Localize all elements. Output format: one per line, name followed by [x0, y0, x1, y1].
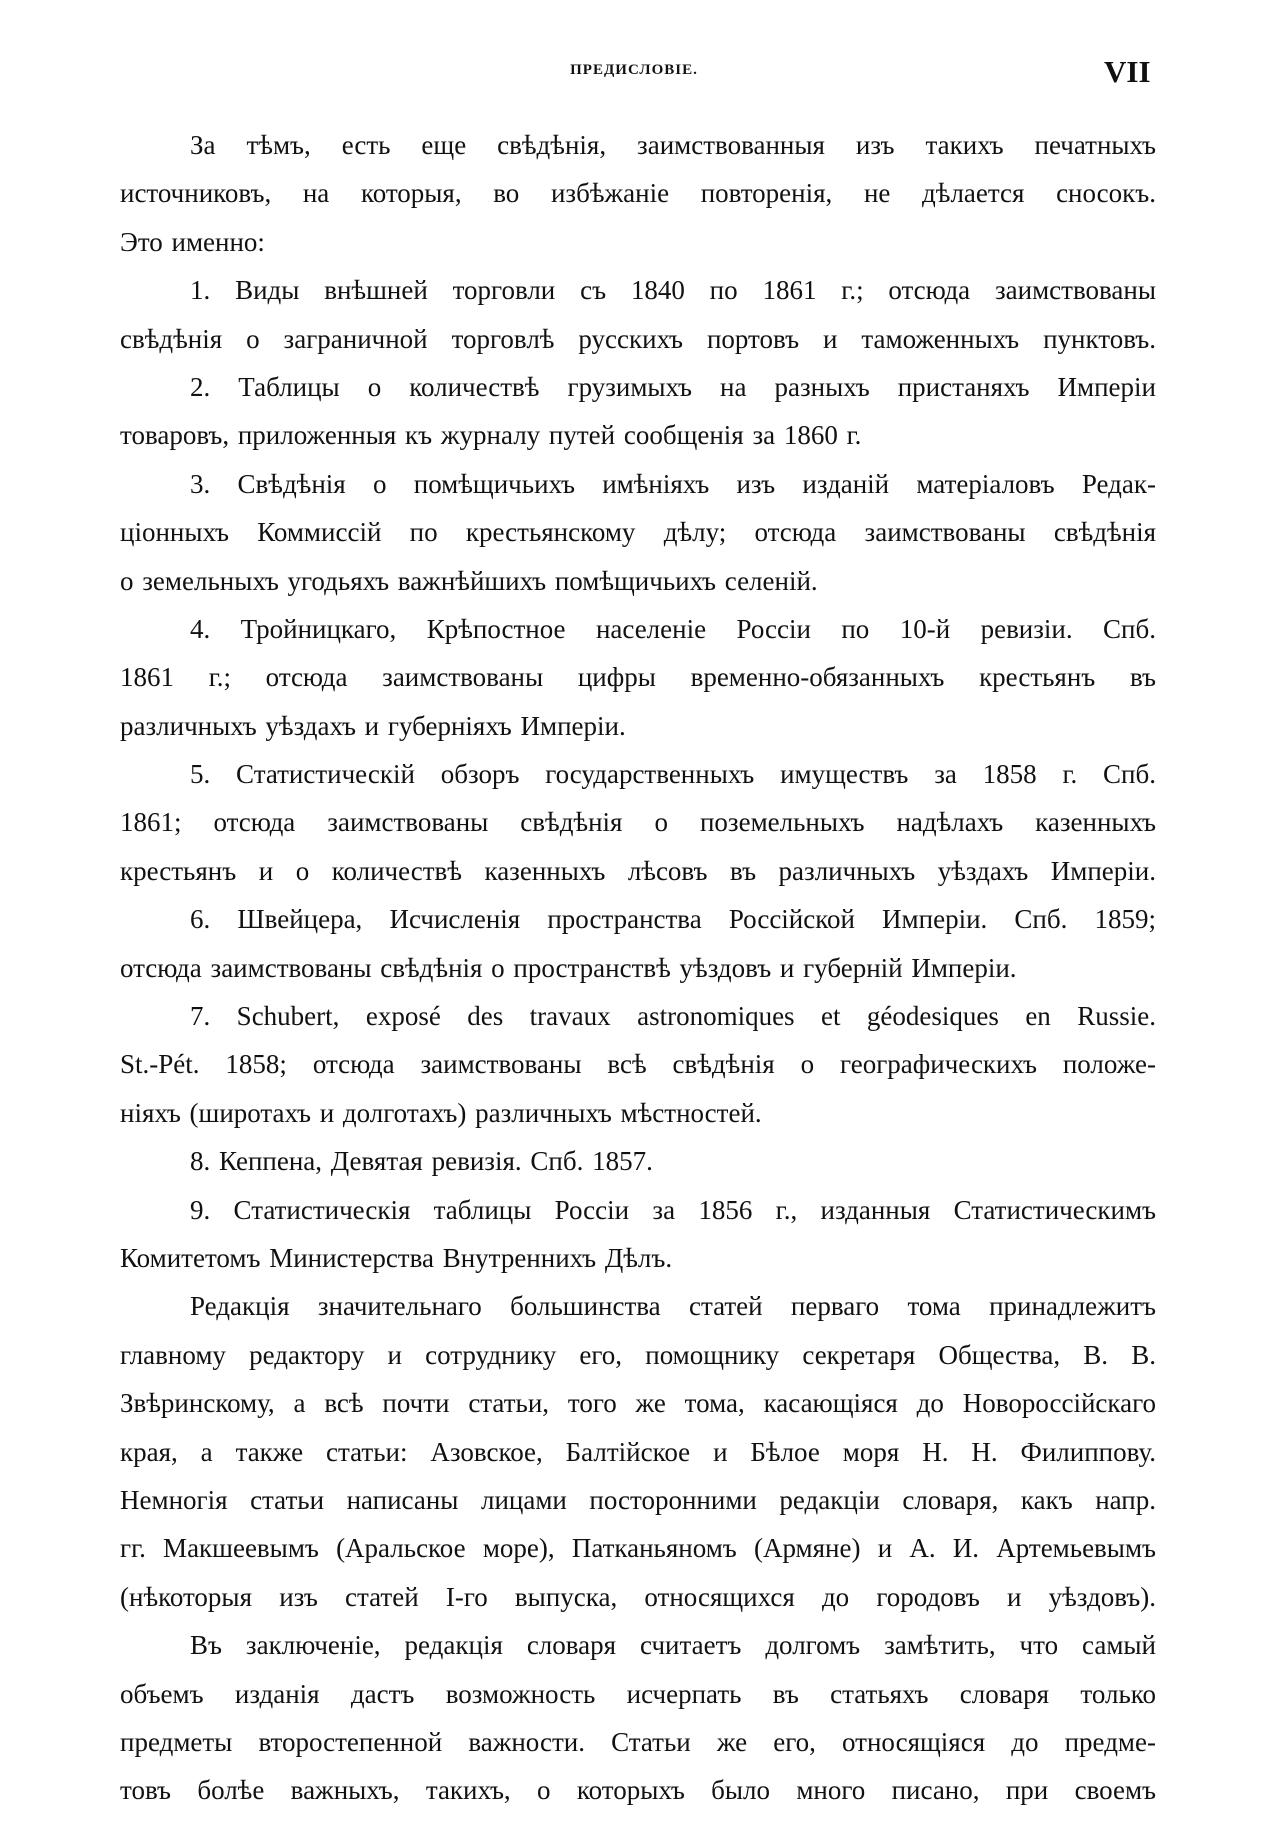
text-line: источниковъ, на которыя, во избѣжаніе повторенія, не дѣлается сносокъ. — [120, 178, 1156, 209]
text-line: товаровъ, приложенныя къ журналу путей сообщенія за 1860 г. — [120, 420, 862, 451]
text-line: 5. Статистическій обзоръ государственныхъ имуществъ за 1858 г. Спб. — [190, 759, 1156, 790]
text-line: Немногія статьи написаны лицами посторонними редакціи словаря, какъ напр. — [120, 1484, 1156, 1515]
text-line: Редакція значительнаго большинства статей перваго тома принадлежитъ — [190, 1291, 1156, 1322]
text-line: товъ болѣе важныхъ, такихъ, о которыхъ было много писано, при своемъ — [120, 1775, 1156, 1806]
text-line: ціонныхъ Коммиссій по крестьянскому дѣлу; отсюда заимствованы свѣдѣнія — [120, 517, 1156, 548]
text-line: 2. Таблицы о количествѣ грузимыхъ на разныхъ пристаняхъ Имперіи — [190, 371, 1156, 402]
text-line: 3. Свѣдѣнія о помѣщичьихъ имѣніяхъ изъ изданій матеріаловъ Редак- — [190, 468, 1156, 499]
text-line: свѣдѣнія о заграничной торговлѣ русскихъ портовъ и таможенныхъ пунктовъ. — [120, 323, 1156, 354]
text-line: 6. Швейцера, Исчисленія пространства Россійской Имперіи. Спб. 1859; — [190, 904, 1156, 935]
text-line: 1861 г.; отсюда заимствованы цифры временно-обязанныхъ крестьянъ въ — [120, 662, 1156, 693]
running-header: ПРЕДИСЛОВІЕ. — [570, 62, 698, 78]
text-line: Комитетомъ Министерства Внутреннихъ Дѣлъ. — [120, 1242, 673, 1273]
page-number: VII — [1104, 54, 1151, 89]
text-line: 7. Schubert, exposé des travaux astronomiques et géodesiques en Russie. — [190, 1001, 1156, 1032]
text-line: Звѣринскому, а всѣ почти статьи, того же тома, касающіяся до Новороссійскаго — [120, 1388, 1156, 1419]
text-line: предметы второстепенной важности. Статьи же его, относящіяся до предме- — [120, 1726, 1156, 1757]
text-line: отсюда заимствованы свѣдѣнія о пространствѣ уѣздовъ и губерній Имперіи. — [120, 952, 1017, 983]
text-line: 1. Виды внѣшней торговли съ 1840 по 1861 г.; отсюда заимствованы — [190, 275, 1156, 306]
text-line: 1861; отсюда заимствованы свѣдѣнія о поземельныхъ надѣлахъ казенныхъ — [120, 807, 1156, 838]
text-line: гг. Макшеевымъ (Аральское море), Патканьяномъ (Армяне) и А. И. Артемьевымъ — [120, 1533, 1156, 1564]
text-line: крестьянъ и о количествѣ казенныхъ лѣсовъ въ различныхъ уѣздахъ Имперіи. — [120, 855, 1156, 886]
text-line: 4. Тройницкаго, Крѣпостное населеніе Россіи по 10-й ревизіи. Спб. — [190, 613, 1156, 644]
text-line: Это именно: — [120, 226, 265, 257]
text-line: главному редактору и сотруднику его, помощнику секретаря Общества, В. В. — [120, 1339, 1156, 1370]
text-line: ніяхъ (широтахъ и долготахъ) различныхъ мѣстностей. — [120, 1097, 762, 1128]
text-line: 8. Кеппена, Девятая ревизія. Спб. 1857. — [190, 1146, 653, 1177]
text-line: объемъ изданія дастъ возможность исчерпать въ статьяхъ словаря только — [120, 1678, 1156, 1709]
text-line: 9. Статистическія таблицы Россіи за 1856 г., изданныя Статистическимъ — [190, 1194, 1156, 1225]
text-line: (нѣкоторыя изъ статей I-го выпуска, относящихся до городовъ и уѣздовъ). — [120, 1581, 1156, 1612]
text-line: о земельныхъ угодьяхъ важнѣйшихъ помѣщичьихъ селеній. — [120, 565, 818, 596]
text-line: Въ заключеніе, редакція словаря считаетъ долгомъ замѣтить, что самый — [190, 1630, 1156, 1661]
text-line: различныхъ уѣздахъ и губерніяхъ Имперіи. — [120, 710, 626, 741]
text-line: края, а также статьи: Азовское, Балтійское и Бѣлое моря Н. Н. Филиппову. — [120, 1436, 1156, 1467]
text-line: За тѣмъ, есть еще свѣдѣнія, заимствованныя изъ такихъ печатныхъ — [190, 130, 1156, 160]
text-line: St.-Pét. 1858; отсюда заимствованы всѣ свѣдѣнія о географическихъ положе- — [120, 1049, 1156, 1080]
page-body — [120, 121, 1156, 1815]
